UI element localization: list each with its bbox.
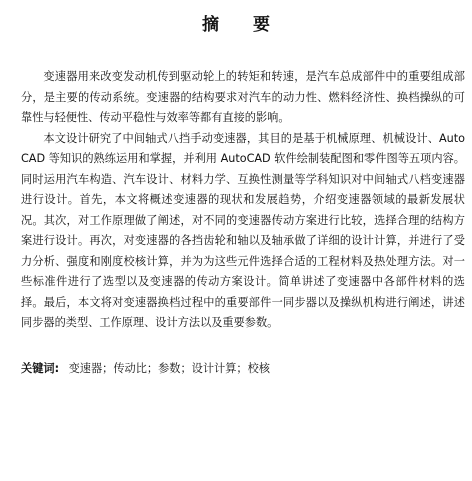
keywords-text: 变速器；传动比；参数；设计计算；校核 <box>68 362 270 375</box>
keywords-label: 关键词: <box>21 362 60 375</box>
abstract-paragraph-2: 本文设计研究了中间轴式八挡手动变速器，其目的是基于机械原理、机械设计、AutoCAD 等知识的熟练运用和掌握，并利用 AutoCAD 软件绘制装配图和零件图等五项内容。同时运用汽车构造、汽车设计、材料力学、互换性测量等学科知识对中间轴式八档变速器进行设计。首先，本文将概述变速器的现状和发展趋势，介绍变速器领域的最新发展状况。其次，对工作原理做了阐述，对不同的变速器传动方案进行比较，选择合理的结构方案进行设计。再次，对变速器的各挡齿轮和轴以及轴承做了详细的设计计算，并进行了受力分析、强度和刚度校核计算，并为为这些元件选择合适的工程材料及热处理方法。对一些标准件进行了选型以及变速器的传动方案设计。简单讲述了变速器中各部件材料的选择。最后，本文将对变速器换档过程中的重要部件一同步器以及操纵机构进行阐述，讲述同步器的类型、工作原理、设计方法以及重要参数。 <box>21 131 465 329</box>
abstract-body <box>21 67 465 334</box>
abstract-paragraph-1: 变速器用来改变发动机传到驱动轮上的转矩和转速，是汽车总成部件中的重要组成部分，是主要的传动系统。变速器的结构要求对汽车的动力性、燃料经济性、换档操纵的可靠性与轻便性、传动平稳性与效率等都有直接的影响。 <box>21 70 465 124</box>
page-title: 摘 要 <box>202 15 284 35</box>
keywords-line <box>21 359 465 379</box>
